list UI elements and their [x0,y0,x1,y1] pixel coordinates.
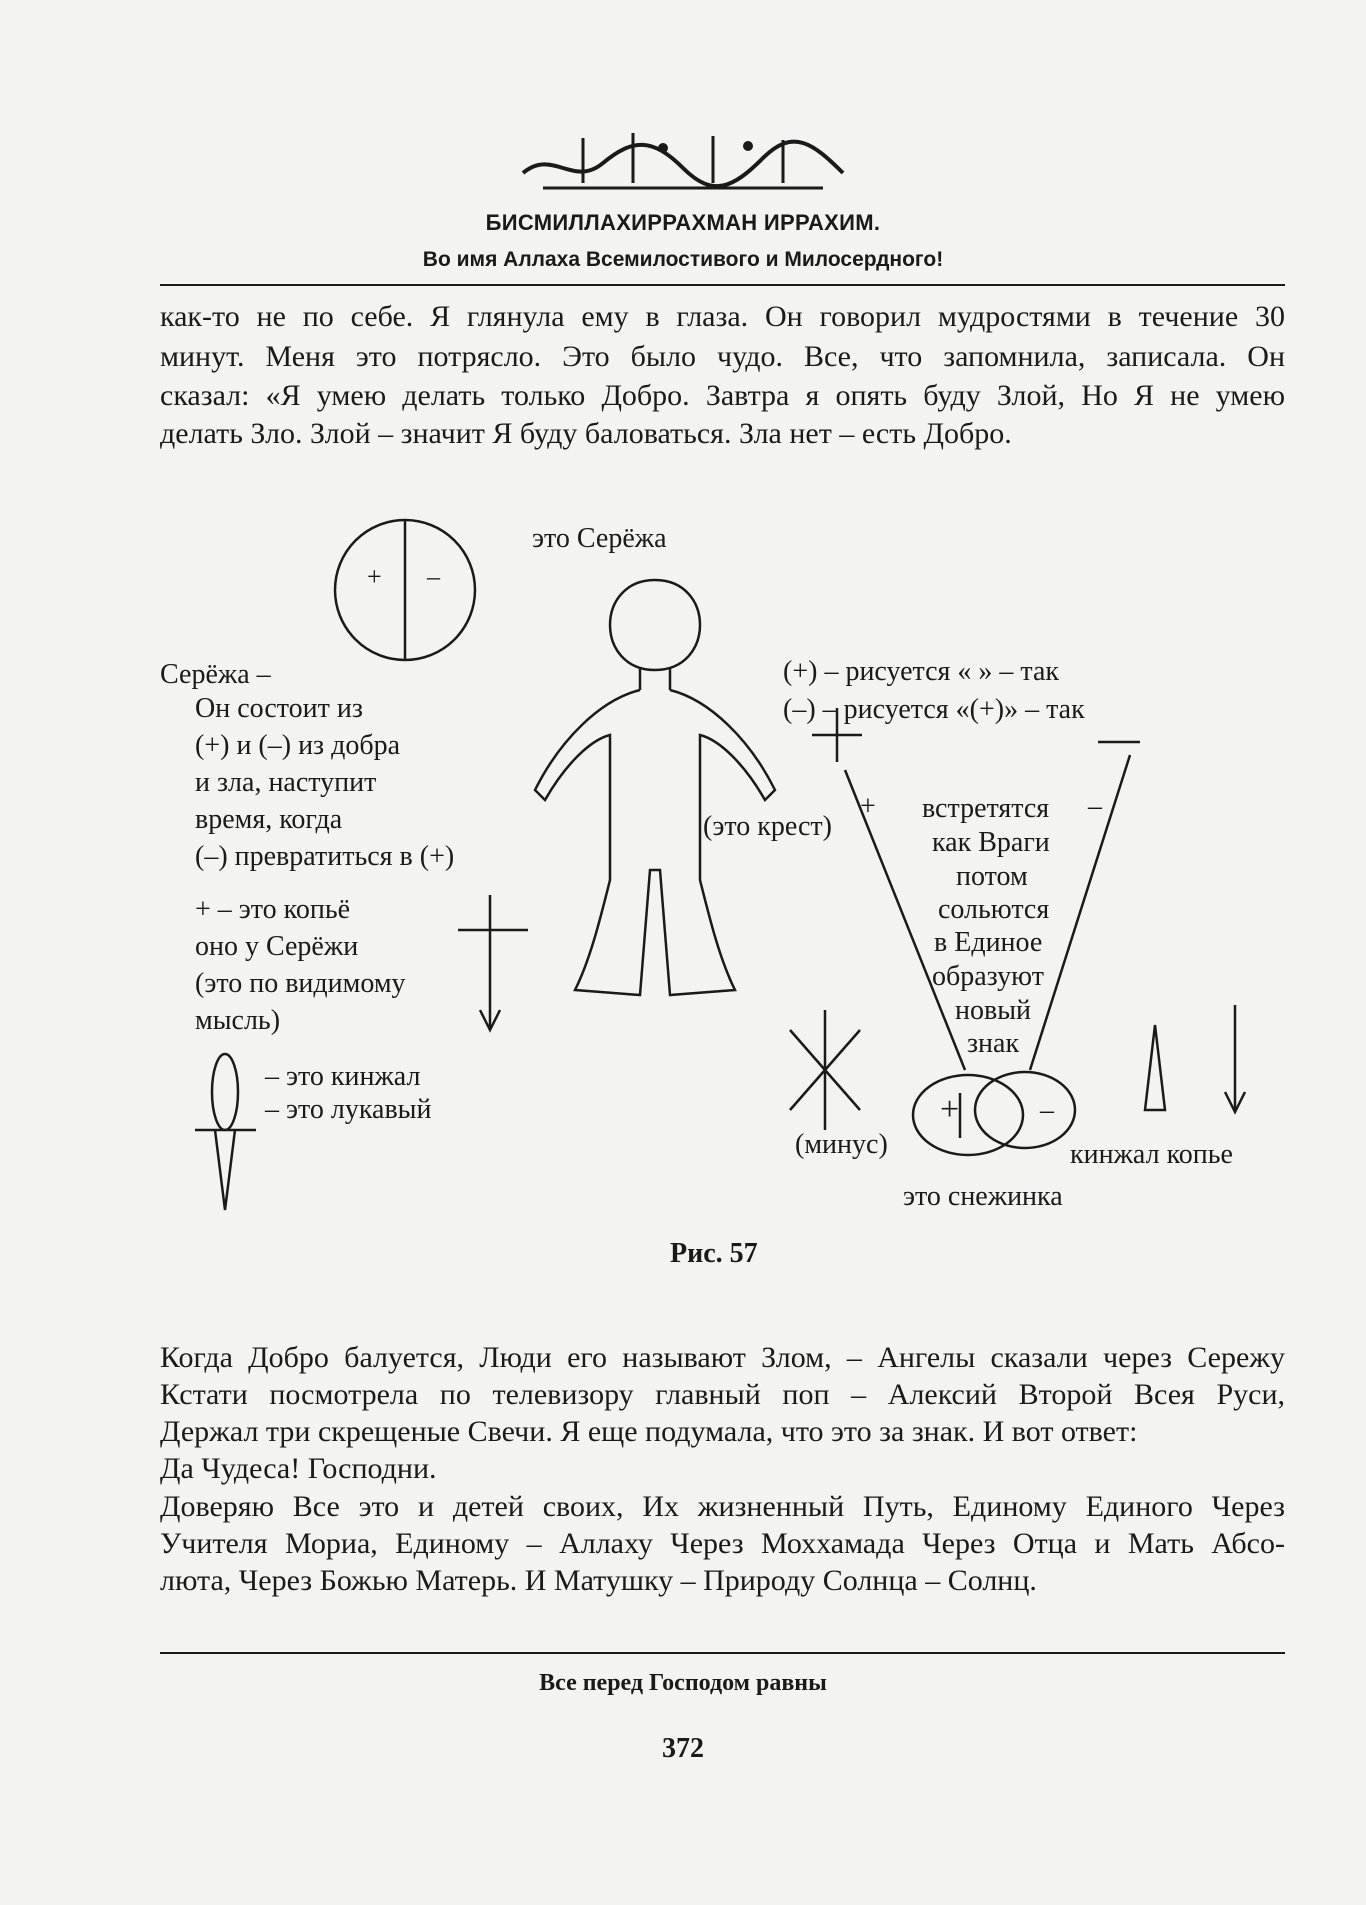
body-line-1: Когда Добро балуется, Люди его называют Злом, – Ангелы сказали через Сережу [160,1341,1285,1374]
left-text-5: время, когда [195,804,343,835]
dagger-point [215,1130,235,1210]
right-label: кинжал копье [1070,1139,1233,1170]
center-text-5: в Единое [934,927,1043,958]
body-line-2: Кстати посмотрела по телевизору главный поп – Алексий Второй Всея Руси, [160,1378,1285,1411]
intro-line-2: минут. Меня это потрясло. Это было чудо. Все, что запомнила, записала. Он [160,340,1285,373]
draw-rule-minus: (–) – рисуется «(+)» – так [783,694,1085,725]
body-line-3: Держал три скрещеные Свечи. Я еще подумала, что это за знак. И вот ответ: [160,1415,1138,1448]
spear-text-3: (это по видимому [195,968,406,999]
center-text-7: новый [955,995,1032,1026]
meet-minus: – [1088,791,1102,822]
spear-text-2: оно у Серёжи [195,931,359,962]
ellipse-minus-sign: – [1040,1095,1054,1126]
arabic-text: بِسْمِ اللَّهِ الرَّحْمَٰنِ الرَّحِيمِ [678,206,688,207]
spear-text-1: + – это копьё [195,894,351,925]
ellipse-plus-sign: + [940,1091,960,1128]
center-text-4: сольются [938,894,1050,925]
snowflake-label: это снежинка [903,1181,1063,1212]
figure-caption: Рис. 57 [670,1238,758,1269]
body-line-6: Учителя Мориа, Единому – Аллаху Через Моххамада Через Отца и Мать Абсо- [160,1527,1285,1560]
body-line-5: Доверяю Все это и детей своих, Их жизненный Путь, Единому Единого Через [160,1490,1285,1523]
intro-line-1: как-то не по себе. Я глянула ему в глаза. Он говорил мудростями в течение 30 [160,300,1285,333]
ellipse-minus [975,1072,1075,1148]
intro-line-3: сказал: «Я умею делать только Добро. Завтра я опять буду Злой, Но Я не умею [160,379,1285,412]
circle-plus-label: + [367,562,382,591]
body-line-4: Да Чудеса! Господни. [160,1452,437,1485]
left-text-3: (+) и (–) из добра [195,730,401,761]
meet-plus: + [860,791,876,822]
dagger-text-2: – это лукавый [265,1094,432,1125]
intro-line-4: делать Зло. Злой – значит Я буду баловаться. Зла нет – есть Добро. [160,417,1012,450]
left-text-1: Серёжа – [160,659,271,690]
left-text-2: Он состоит из [195,693,363,724]
body-line-7: люта, Через Божью Матерь. И Матушку – Природу Солнца – Солнц. [160,1564,1037,1597]
header-title: БИСМИЛЛАХИРРАХМАН ИРРАХИМ. [485,210,881,235]
person-outline [535,580,775,995]
spear-text-4: мысль) [195,1005,281,1036]
label-seryozha: это Серёжа [532,523,667,554]
dagger-text-1: – это кинжал [265,1061,421,1092]
page-number: 372 [662,1733,704,1764]
center-text-3: потом [956,861,1028,892]
footer-title: Все перед Господом равны [539,1670,827,1696]
draw-rule-plus: (+) – рисуется « » – так [783,656,1060,687]
center-text-2: как Враги [932,827,1050,858]
minus-sign-text [1098,715,1122,748]
left-text-6: (–) превратиться в (+) [195,841,455,872]
header-subtitle: Во имя Аллаха Всемилостивого и Милосердного! [422,248,944,271]
footer-divider [160,1652,1285,1654]
center-text-1: встретятся [922,793,1050,824]
minus-label: (минус) [795,1129,888,1160]
dagger-blade-top [212,1054,238,1130]
center-text-8: знак [967,1028,1020,1059]
left-text-4: и зла, наступит [195,767,377,798]
cross-label: (это крест) [703,811,832,842]
center-text-6: образуют [932,961,1044,992]
circle-minus-label: – [427,562,440,591]
small-dagger [1145,1025,1165,1110]
ellipse-plus [913,1075,1023,1155]
